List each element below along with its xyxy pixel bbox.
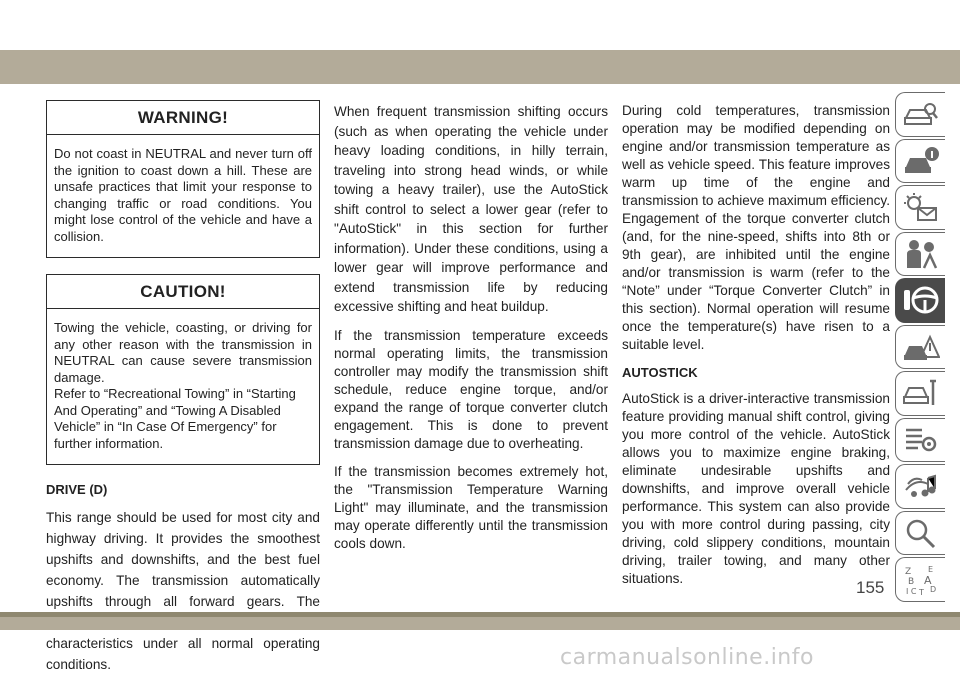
footer-band (0, 617, 960, 630)
caution-text-2: Refer to “Recreational Towing” in “Starting And Operating” and “Towing A Disabled Vehicle” in “In Case Of Emergency” for further information. (54, 386, 296, 451)
page-number: 155 (856, 578, 885, 597)
hazard-car-icon (902, 331, 940, 363)
drive-paragraph-1: This range should be used for most city and highway driving. It provides the smoothest upshifts and downshifts, and the best fuel economy. The transmission automatically upshifts through all forward gears. The characteristics under all normal operating conditions. (46, 510, 320, 672)
svg-text:I C: I C (905, 587, 916, 596)
column-2 (334, 102, 608, 563)
drive-paragraph-4: If the transmission becomes extremely hot, the "Transmission Temperature Warning Light" may illuminate, and the transmission may operate differently until the transmission cools down. (334, 463, 608, 551)
autostick-paragraph: AutoStick is a driver-interactive transmission feature providing manual shift control, giving you more control of the vehicle. AutoStick allows you to maximize engine braking, eliminate undesirable upshifts and downshifts, and improve overall vehicle performance. This system can also provide you with more control during passing, city driving, cold slippery conditions, mountain driving, trailer towing, and many other situations. (622, 391, 890, 586)
seat-airbag-icon (902, 238, 940, 270)
tab-index[interactable] (895, 557, 945, 602)
tab-multimedia[interactable] (895, 464, 945, 509)
tab-warning-lights[interactable] (895, 185, 945, 230)
top-margin (0, 0, 960, 50)
caution-title: CAUTION! (47, 275, 319, 309)
tab-hazard[interactable] (895, 325, 945, 370)
svg-text:E: E (927, 565, 933, 575)
multimedia-icon (902, 470, 940, 502)
watermark: carmanualsonline.info (560, 645, 814, 670)
tab-car-search[interactable] (895, 92, 945, 137)
warning-title: WARNING! (47, 101, 319, 135)
specifications-icon (902, 424, 940, 456)
steering-wheel-icon (902, 284, 940, 316)
tab-search[interactable] (895, 511, 945, 556)
svg-text:A: A (923, 574, 932, 588)
car-service-icon (902, 377, 940, 409)
chapter-tabs (895, 92, 945, 604)
drive-paragraph-3: If the transmission temperature exceeds normal operating limits, the transmission controller may modify the transmission shift schedule, reduce engine torque, and/or expand the range of torque converter clutch engagement. This is done to prevent transmission damage due to overheating. (334, 327, 608, 451)
tab-seat-airbag[interactable] (895, 232, 945, 277)
drive-heading: DRIVE (D) (46, 482, 108, 497)
svg-text:D: D (929, 585, 936, 595)
tab-service[interactable] (895, 371, 945, 416)
tab-specifications[interactable] (895, 418, 945, 463)
car-info-icon (902, 145, 940, 177)
car-search-icon (902, 98, 940, 130)
autostick-heading: AUTOSTICK (622, 365, 698, 380)
column-1 (46, 100, 320, 685)
svg-text:T: T (918, 588, 924, 596)
tab-car-info[interactable] (895, 139, 945, 184)
header-band (0, 50, 960, 84)
drive-paragraph-2: When frequent transmission shifting occurs (such as when operating the vehicle under heavy loading conditions, in hilly terrain, traveling into strong head winds, or while towing a heavy trailer), use the AutoStick shift control to select a lower gear (refer to "AutoStick" in this section for further information). Under these conditions, using a lower gear will improve performance and extend transmission life by reducing excessive shifting and heat buildup. (334, 104, 608, 314)
warning-lights-icon (902, 191, 940, 223)
alphabetical-index-icon (902, 563, 940, 595)
warning-text: Do not coast in NEUTRAL and never turn off the ignition to coast down a hill. These are unsafe practices that limit your response to changing traffic or road conditions. You might lose control of the vehicle and have a collision. (54, 146, 312, 244)
search-icon (902, 517, 940, 549)
drive-paragraph-5: During cold temperatures, transmission operation may be modified depending on engine and/or transmission temperature as well as vehicle speed. This feature improves warm up time of the engine and transmission to achieve maximum efficiency. Engagement of the torque converter clutch (and, for the nine-speed, shifts into 8th or 9th gear), are inhibited until the engine and/or transmission is warm (refer to the “Note” under “Torque Converter Clutch” in this section). Normal operation will resume once the temperature(s) have risen to a suitable level. (622, 103, 890, 352)
caution-text-1: Towing the vehicle, coasting, or driving for any other reason with the transmission in NEUTRAL can cause severe transmission damage. (54, 320, 312, 385)
caution-box (46, 274, 320, 465)
svg-text:Z: Z (904, 567, 911, 578)
column-3 (622, 102, 890, 598)
svg-text:B: B (907, 577, 914, 588)
tab-starting-operating[interactable] (895, 278, 945, 323)
warning-box (46, 100, 320, 258)
